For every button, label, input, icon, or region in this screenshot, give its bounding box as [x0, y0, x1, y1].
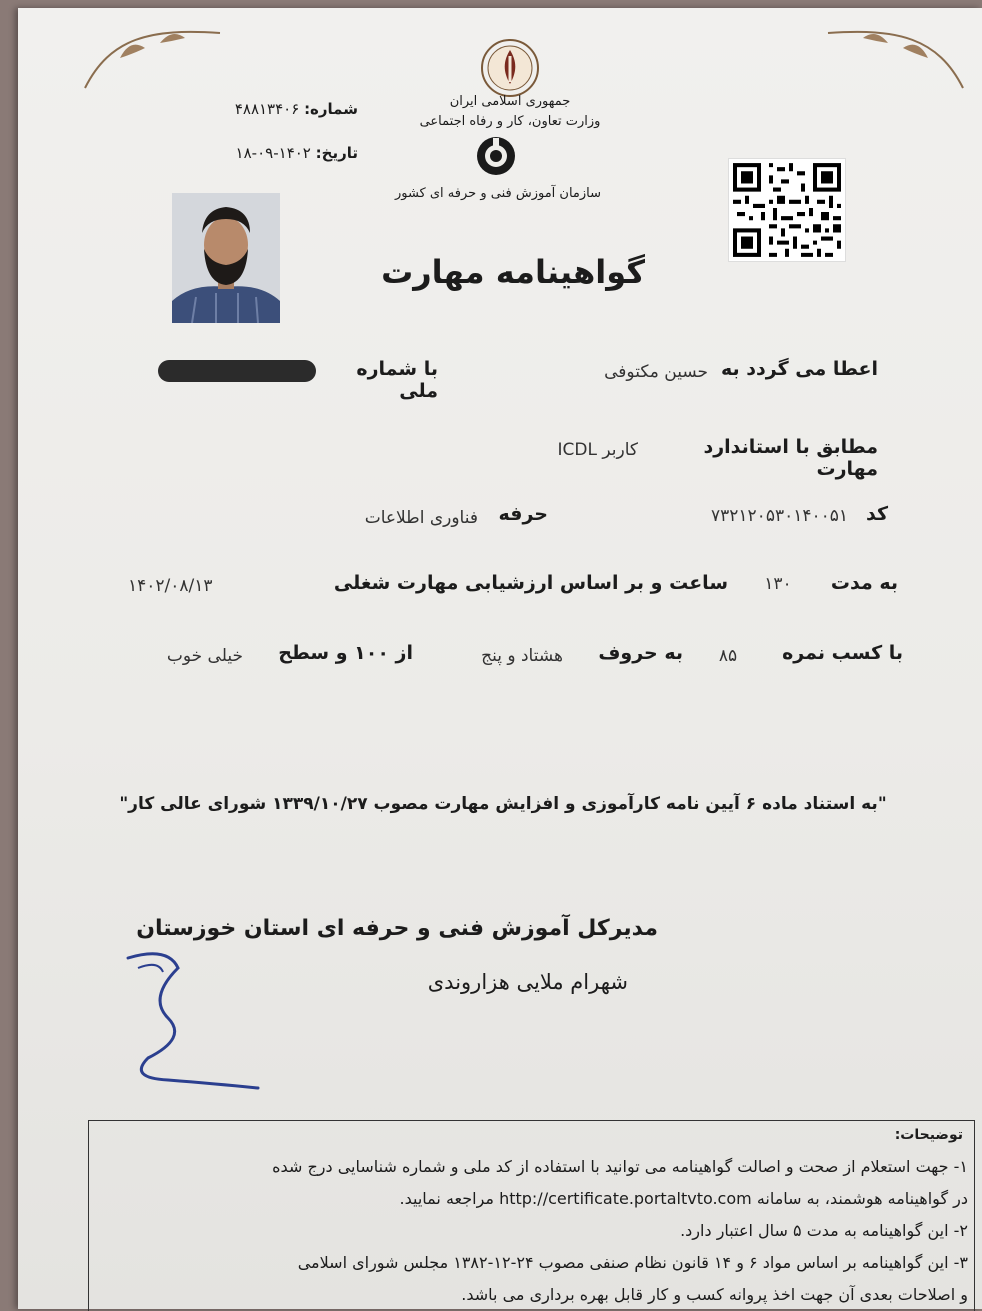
tvto-logo-icon — [476, 136, 516, 176]
header-ministry: وزارت تعاون، کار و رفاه اجتماعی — [419, 114, 601, 129]
standard-label: مطابق با استاندارد مهارت — [703, 436, 878, 480]
signature-scribble — [108, 938, 278, 1098]
certificate-number — [158, 100, 358, 118]
trade-value: فناوری اطلاعات — [364, 508, 478, 528]
hours-text: ساعت و بر اساس ارزشیابی مهارت شغلی — [333, 572, 728, 594]
note-line-4: ۳- این گواهینامه بر اساس مواد ۶ و ۱۴ قانون نظام صنفی مصوب ۲۴-۱۲-۱۳۸۲ مجلس شورای اسلامی — [297, 1253, 968, 1272]
score-label: با کسب نمره — [782, 642, 903, 664]
legal-reference: "به استناد ماده ۶ آیین نامه کارآموزی و افزایش مهارت مصوب ۱۳۳۹/۱۰/۲۷ شورای عالی کار" — [119, 794, 887, 814]
date-label: تاریخ: — [315, 144, 358, 162]
evaluation-date: ۱۴۰۲/۰۸/۱۳ — [128, 576, 213, 596]
signatory-title: مدیرکل آموزش فنی و حرفه ای استان خوزستان — [136, 916, 658, 941]
granted-label: اعطا می گردد به — [721, 358, 878, 380]
code-label: کد — [865, 503, 888, 525]
holder-name: حسین مکتوفی — [604, 362, 708, 382]
score-value: ۸۵ — [718, 646, 738, 666]
notes-box — [88, 1120, 975, 1311]
certificate-title: گواهینامه مهارت — [381, 253, 645, 291]
trade-label: حرفه — [498, 503, 548, 525]
redacted-national-id — [158, 360, 316, 382]
qr-code — [728, 158, 846, 262]
code-value: ۷۳۲۱۲۰۵۳۰۱۴۰۰۵۱ — [711, 506, 848, 526]
signatory-name: شهرام ملایی هزاروندی — [427, 970, 628, 994]
notes-heading: توضیحات: — [894, 1127, 963, 1143]
note-line-5: و اصلاحات بعدی آن جهت اخذ پروانه کسب و کار قابل بهره برداری می باشد. — [461, 1285, 968, 1304]
certificate-date — [158, 144, 358, 162]
number-label: شماره: — [304, 100, 358, 118]
date-value: ۱۴۰۲-۰۹-۱۸ — [235, 144, 311, 162]
note-line-2: در گواهینامه هوشمند، به سامانه http://certificate.portaltvto.com مراجعه نمایید. — [399, 1189, 968, 1208]
duration-value: ۱۳۰ — [764, 574, 792, 594]
certificate-paper — [18, 8, 982, 1309]
words-label: به حروف — [598, 642, 683, 664]
header-organization: سازمان آموزش فنی و حرفه ای کشور — [394, 186, 602, 201]
note-line-3: ۲- این گواهینامه به مدت ۵ سال اعتبار دارد. — [680, 1221, 968, 1240]
note-line-1: ۱- جهت استعلام از صحت و اصالت گواهینامه می توانید با استفاده از کد ملی و شماره شناسایی درج شده — [272, 1157, 968, 1176]
header-republic: جمهوری اسلامی ایران — [449, 94, 571, 109]
number-value: ۴۸۸۱۳۴۰۶ — [234, 100, 300, 118]
holder-photo — [172, 193, 280, 323]
duration-label: به مدت — [830, 572, 898, 594]
national-id-label: با شماره ملی — [356, 358, 438, 402]
level-label: از ۱۰۰ و سطح — [278, 642, 413, 664]
top-right-ornament — [818, 18, 968, 98]
iran-emblem-icon — [478, 36, 542, 100]
score-words: هشتاد و پنج — [481, 646, 563, 666]
top-left-ornament — [80, 18, 230, 98]
standard-value: کاربر ICDL — [557, 440, 638, 460]
level-value: خیلی خوب — [166, 646, 243, 666]
